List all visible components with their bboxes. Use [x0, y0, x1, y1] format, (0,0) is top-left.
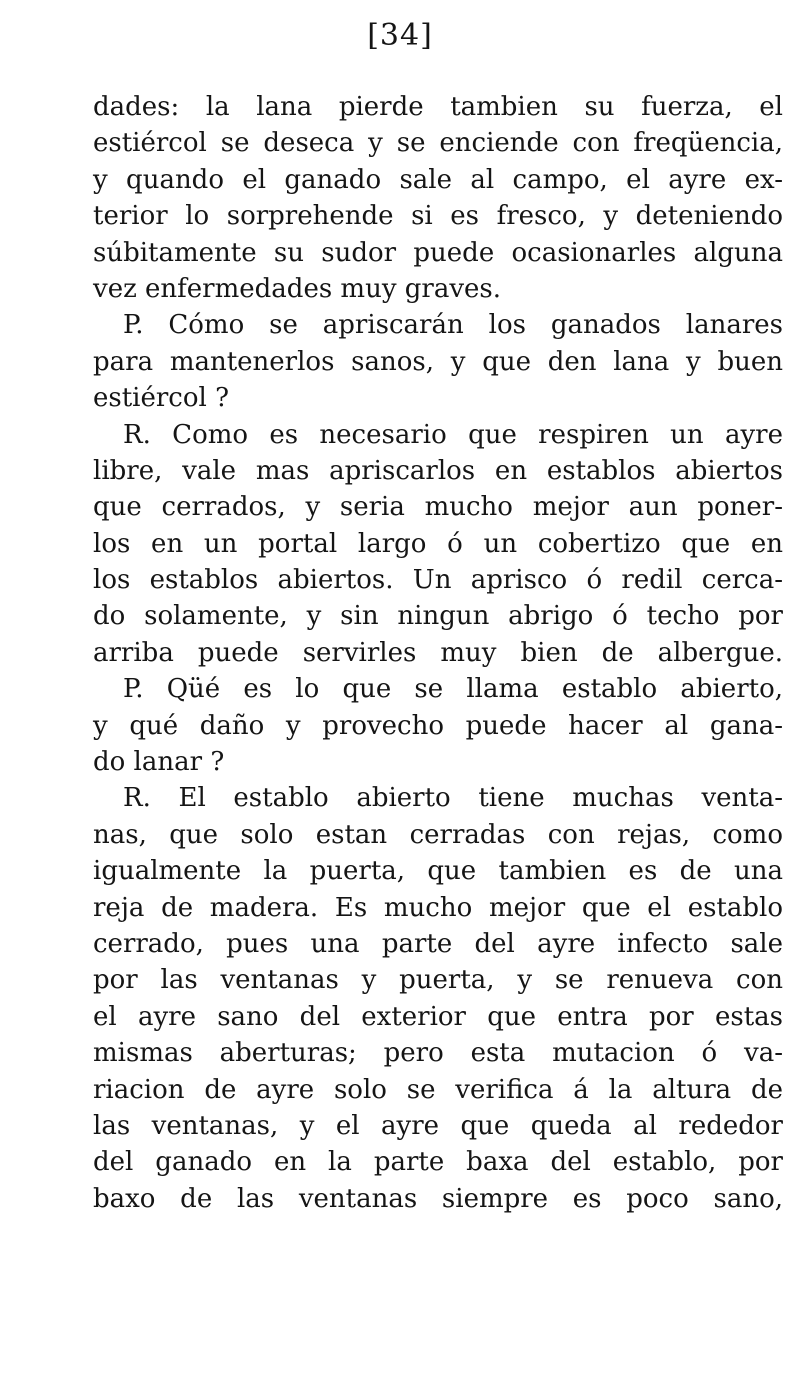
- text-line: estiércol se deseca y se enciende con freqüencia,: [93, 128, 783, 159]
- text-line: estiércol ?: [93, 383, 230, 414]
- text-line: P. Qüé es lo que se llama establo abierto,: [123, 674, 783, 705]
- text-line: igualmente la puerta, que tambien es de una: [93, 856, 783, 887]
- text-line: do solamente, y sin ningun abrigo ó techo por: [93, 601, 783, 632]
- text-line: dades: la lana pierde tambien su fuerza, el: [93, 92, 783, 122]
- text-line: arriba puede servirles muy bien de albergue.: [93, 637, 783, 668]
- text-line: para mantenerlos sanos, y que den lana y buen: [93, 346, 783, 377]
- text-line: baxo de las ventanas siempre es poco sano,: [93, 1183, 783, 1214]
- text-line: reja de madera. Es mucho mejor que el establo: [93, 892, 783, 923]
- text-line: R. Como es necesario que respiren un ayre: [123, 419, 783, 450]
- text-line: y quando el ganado sale al campo, el ayre ex-: [93, 164, 783, 195]
- text-line: el ayre sano del exterior que entra por estas: [93, 1001, 783, 1032]
- text-line: cerrado, pues una parte del ayre infecto sale: [93, 928, 783, 959]
- text-line: mismas aberturas; pero esta mutacion ó va-: [93, 1038, 783, 1069]
- text-line: los en un portal largo ó un cobertizo que en: [93, 528, 783, 559]
- text-line: vez enfermedades muy graves.: [93, 273, 502, 304]
- text-line: R. El establo abierto tiene muchas venta-: [123, 783, 783, 814]
- text-line: P. Cómo se apriscarán los ganados lanares: [123, 310, 783, 341]
- text-line: súbitamente su sudor puede ocasionarles alguna: [93, 237, 783, 268]
- text-line: terior lo sorprehende si es fresco, y deteniendo: [93, 201, 783, 232]
- text-line: las ventanas, y el ayre que queda al rededor: [93, 1110, 783, 1141]
- text-line: libre, vale mas apriscarlos en establos abiertos: [93, 455, 783, 486]
- body-text: [93, 89, 793, 1217]
- text-line: nas, que solo estan cerradas con rejas, como: [93, 819, 783, 850]
- text-line: que cerrados, y seria mucho mejor aun poner-: [93, 492, 783, 523]
- text-line: do lanar ?: [93, 747, 225, 778]
- text-line: los establos abiertos. Un aprisco ó redil cerca-: [93, 565, 783, 596]
- text-line: por las ventanas y puerta, y se renueva con: [93, 965, 783, 996]
- text-line: riacion de ayre solo se verifica á la altura de: [93, 1074, 783, 1105]
- page-number: [34]: [367, 18, 433, 53]
- text-line: y qué daño y provecho puede hacer al gana-: [93, 710, 783, 741]
- text-line: del ganado en la parte baxa del establo, por: [93, 1147, 783, 1178]
